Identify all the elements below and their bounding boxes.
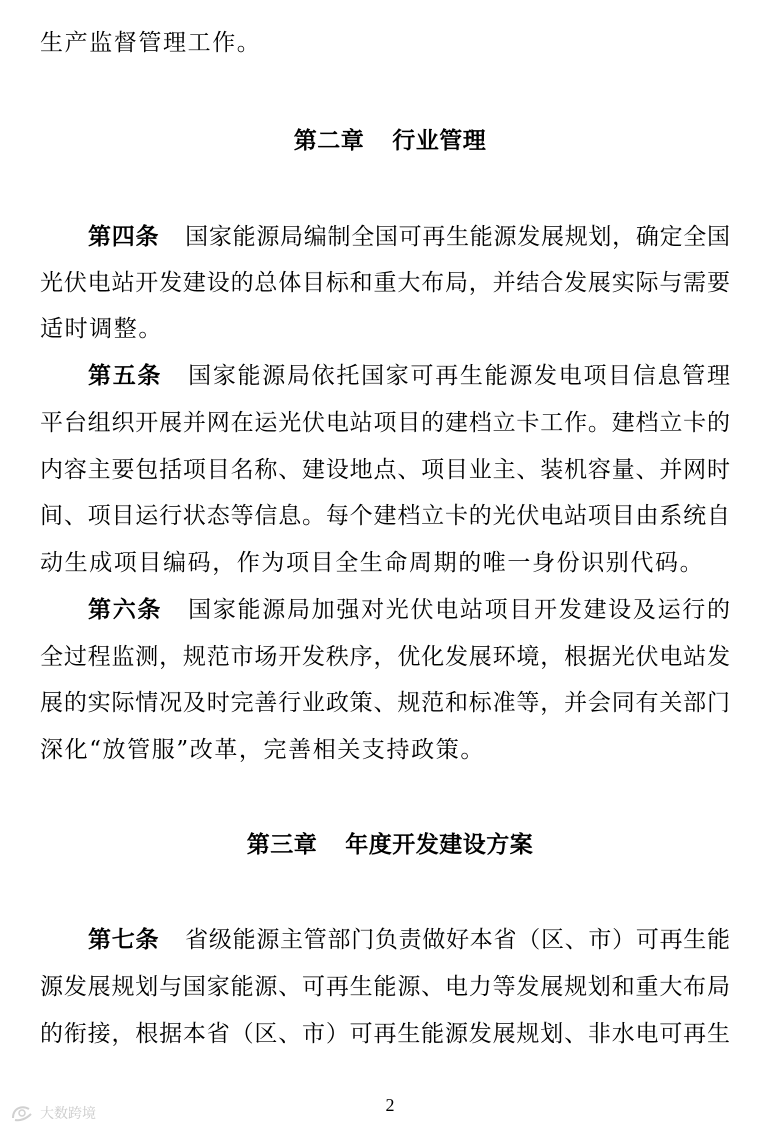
text-line: 生产监督管理工作。 bbox=[40, 30, 262, 56]
text-line: 源发展规划与国家能源、可再生能源、电力等发展规划和重大布局 bbox=[40, 974, 730, 1000]
article-label: 第五条 bbox=[88, 363, 163, 389]
article-first-line bbox=[88, 222, 730, 252]
article-first-line bbox=[88, 595, 730, 625]
text-line: 的衔接，根据本省（区、市）可再生能源发展规划、非水电可再生 bbox=[40, 1021, 730, 1047]
article-first-line bbox=[88, 925, 730, 955]
chapter-number: 第三章 bbox=[246, 832, 318, 858]
article-text: 省级能源主管部门负责做好本省（区、市）可再生能 bbox=[185, 927, 731, 953]
watermark-logo-icon bbox=[10, 1102, 34, 1124]
text-line: 内容主要包括项目名称、建设地点、项目业主、装机容量、并网时 bbox=[40, 457, 730, 483]
text-line: 光伏电站开发建设的总体目标和重大布局，并结合发展实际与需要 bbox=[40, 270, 730, 296]
page-number: 2 bbox=[385, 1095, 395, 1115]
chapter-heading bbox=[0, 830, 780, 860]
text-line: 间、项目运行状态等信息。每个建档立卡的光伏电站项目由系统自 bbox=[40, 503, 730, 529]
article-text: 国家能源局依托国家可再生能源发电项目信息管理 bbox=[188, 363, 730, 389]
watermark-text: 大数跨境 bbox=[40, 1106, 96, 1122]
chapter-heading bbox=[0, 126, 780, 156]
text-line: 展的实际情况及时完善行业政策、规范和标准等，并会同有关部门 bbox=[40, 690, 730, 716]
text-line: 动生成项目编码，作为项目全生命周期的唯一身份识别代码。 bbox=[40, 550, 705, 576]
article-label: 第四条 bbox=[88, 224, 160, 250]
article-label: 第六条 bbox=[88, 597, 163, 623]
article-first-line bbox=[88, 361, 730, 391]
article-label: 第七条 bbox=[88, 927, 160, 953]
text-line: 平台组织开展并网在运光伏电站项目的建档立卡工作。建档立卡的 bbox=[40, 410, 730, 436]
chapter-number: 第二章 bbox=[293, 128, 365, 154]
text-line: 深化“放管服”改革，完善相关支持政策。 bbox=[40, 737, 485, 763]
text-line: 全过程监测，规范市场开发秩序，优化发展环境，根据光伏电站发 bbox=[40, 644, 730, 670]
article-text: 国家能源局编制全国可再生能源发展规划，确定全国 bbox=[185, 224, 731, 250]
chapter-title: 行业管理 bbox=[392, 128, 487, 154]
watermark bbox=[10, 1100, 96, 1126]
text-line: 适时调整。 bbox=[40, 316, 163, 342]
article-text: 国家能源局加强对光伏电站项目开发建设及运行的 bbox=[188, 597, 730, 623]
chapter-title: 年度开发建设方案 bbox=[345, 832, 534, 858]
